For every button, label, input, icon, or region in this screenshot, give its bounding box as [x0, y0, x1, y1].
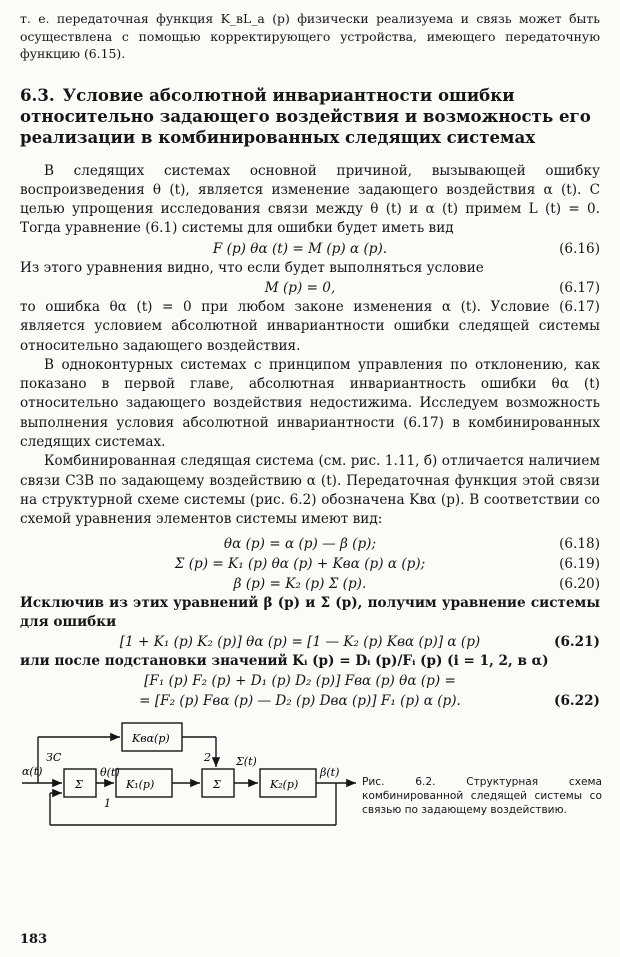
alpha-label: α(t) — [22, 765, 43, 779]
equation-6-21 — [20, 632, 600, 652]
equation-tag: (6.21) — [554, 634, 600, 651]
branch-1-label: 1 — [104, 797, 111, 811]
section-title: Условие абсолютной инвариантности ошибки относительно задающего воздействия и возможность его реализации в комбинированных следящих системах — [20, 84, 591, 147]
equation-6-20 — [20, 574, 600, 594]
equation-tag: (6.17) — [559, 279, 600, 296]
branch-2-label: 2 — [204, 751, 211, 765]
equation-6-22-line2 — [20, 691, 600, 711]
paragraph-1: В следящих системах основной причиной, вызывающей ошибку воспроизведения θ (t), является изменение задающего воздействия α (t). С целью упрощения исследования связи между θ (t) и α (t) примем L (t) = 0. Тогда уравнение (6.1) системы для ошибки будет иметь вид — [20, 162, 600, 237]
page-number: 183 — [20, 932, 48, 947]
sum1-label: Σ — [75, 778, 83, 792]
figure-caption: Рис. 6.2. Структурная схема комбинированной следящей системы со связью по задающему воздействию. — [362, 776, 602, 817]
theta-label: θ(t) — [100, 766, 120, 780]
paragraph-7: или после подстановки значений Kᵢ (p) = Dᵢ (p)/Fᵢ (p) (i = 1, 2, в α) — [20, 653, 549, 670]
page-content — [20, 10, 600, 839]
equation-formula: F (p) θα (t) = M (p) α (p). — [212, 240, 388, 257]
equation-6-19 — [20, 554, 600, 574]
block-kba-label: Kвα(p) — [132, 732, 170, 746]
equation-6-18 — [20, 534, 600, 554]
paragraph-2: Из этого уравнения видно, что если будет выполняться условие — [20, 259, 484, 276]
equation-tag: (6.19) — [559, 555, 600, 572]
equation-formula: [F₁ (p) F₂ (p) + D₁ (p) D₂ (p)] Fвα (p) θα (p) = — [144, 673, 456, 690]
equation-tag: (6.22) — [554, 693, 600, 710]
equation-tag: (6.18) — [559, 535, 600, 552]
top-paragraph: т. е. передаточная функция K_вL_a (p) физически реализуема и связь может быть осуществлена с помощью корректирующего устройства, имеющего передаточную функцию (6.15). — [20, 11, 600, 61]
paragraph-3: то ошибка θα (t) = 0 при любом законе изменения α (t). Условие (6.17) является условием абсолютной инвариантности ошибки следящей системы относительно задающего воздействия. — [20, 298, 600, 354]
paragraph-5: Комбинированная следящая система (см. рис. 1.11, б) отличается наличием связи СЗВ по задающему воздействию α (t). Передаточная функция этой связи на структурной схеме системы (рис. 6.2) обозначена Kвα (p). В соответствии со схемой уравнения элементов системы имеют вид: — [20, 453, 600, 528]
block-diagram — [20, 721, 360, 839]
sum2-label: Σ — [213, 778, 221, 792]
section-number: 6.3. — [20, 84, 55, 105]
sigma-label: Σ(t) — [236, 755, 257, 769]
paragraph-4: В одноконтурных системах с принципом управления по отклонению, как показано в первой главе, абсолютная инвариантность ошибки θα (t) относительно задающего воздействия недостижима. Исследуем возможность выполнения условия абсолютной инвариантности (6.17) в комбинированных следящих системах. — [20, 356, 600, 451]
section-heading — [20, 85, 600, 148]
figure-6-2 — [20, 721, 600, 839]
block-k1-label: K₁(p) — [126, 778, 155, 792]
equation-formula: β (p) = K₂ (p) Σ (p). — [233, 575, 367, 592]
equation-formula: Σ (p) = K₁ (p) θα (p) + Kвα (p) α (p); — [174, 555, 426, 572]
equation-6-16 — [20, 239, 600, 259]
paragraph-6: Исключив из этих уравнений β (p) и Σ (p), получим уравнение системы для ошибки — [20, 594, 600, 630]
equation-tag: (6.20) — [559, 575, 600, 592]
equation-formula: [1 + K₁ (p) K₂ (p)] θα (p) = [1 — K₂ (p) Kвα (p)] α (p) — [119, 634, 481, 651]
equation-formula: M (p) = 0, — [264, 279, 336, 296]
equation-6-22-line1 — [20, 671, 600, 691]
block-k2-label: K₂(p) — [270, 778, 299, 792]
equation-tag: (6.16) — [559, 240, 600, 257]
equation-formula: = [F₂ (p) Fвα (p) — D₂ (p) Dвα (p)] F₁ (p) α (p). — [139, 693, 461, 710]
equation-6-17 — [20, 278, 600, 298]
zs-label: ЗС — [46, 751, 62, 765]
equation-formula: θα (p) = α (p) — β (p); — [223, 535, 377, 552]
beta-label: β(t) — [320, 766, 340, 780]
